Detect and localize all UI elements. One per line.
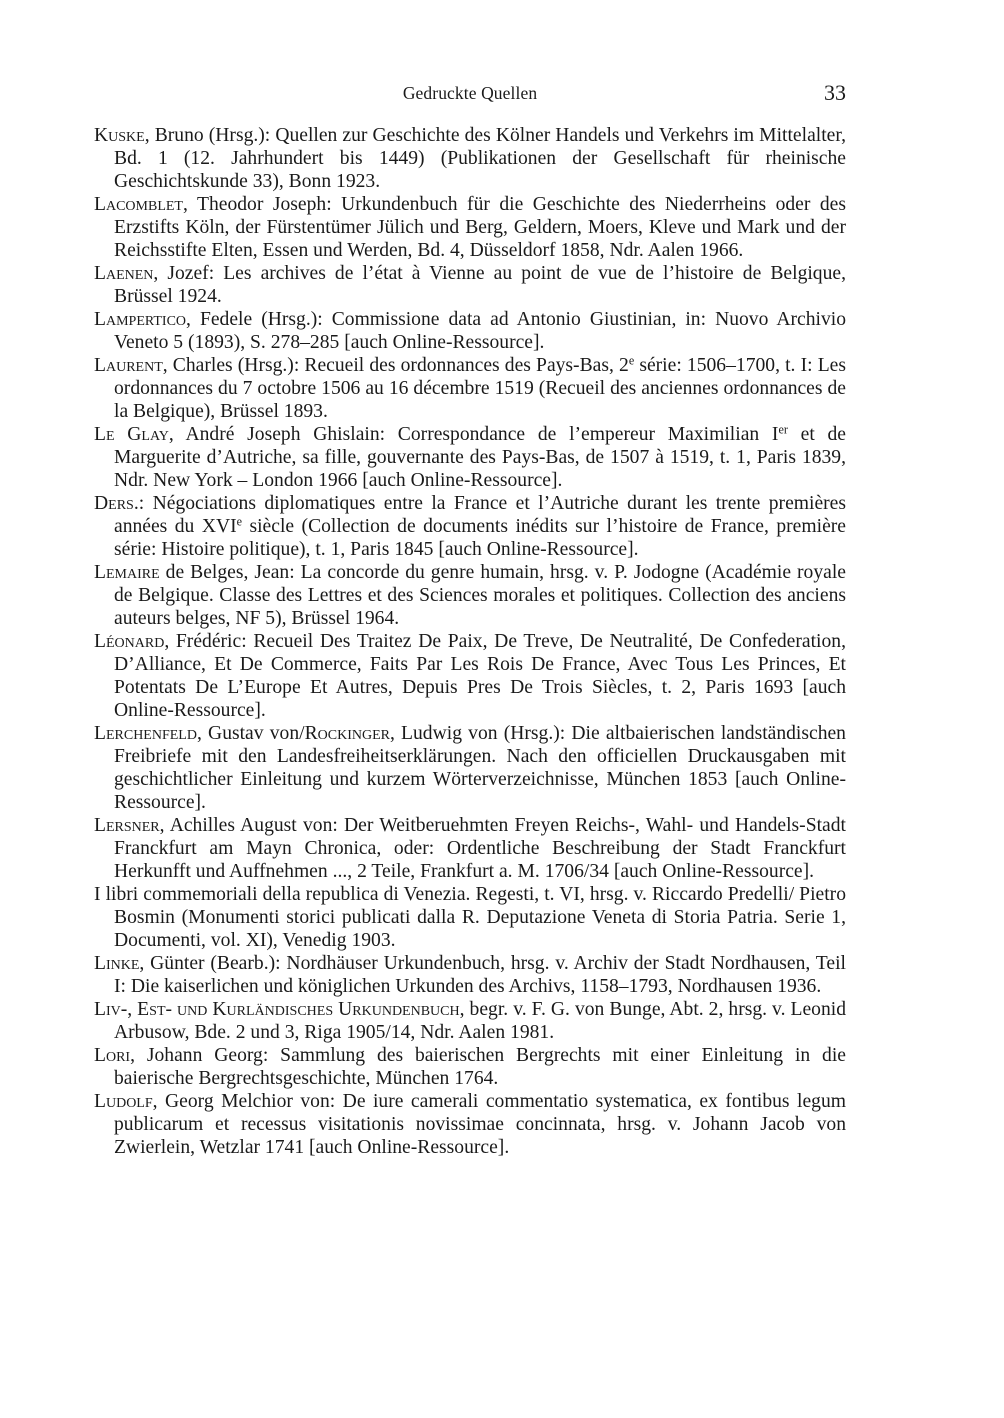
bibliography-list	[94, 124, 846, 1159]
entry-coauthor: Rockinger	[304, 723, 390, 744]
entry-author: Kuske	[94, 125, 145, 146]
entry-text: , Charles (Hrsg.): Recueil des ordonnances des Pays-Bas, 2	[162, 355, 629, 376]
entry-author: Laenen	[94, 263, 154, 284]
entry-author: Ders.	[94, 493, 139, 514]
entry-author: Lemaire	[94, 562, 160, 583]
entry-author: Léonard	[94, 631, 165, 652]
entry-text-cont: et de Marguerite d’Autriche, sa fille, gouvernante des Pays-Bas, de 1507 à 1519, t. 1, Paris 1839, Ndr. New York – London 1966 [auch Online-Ressource].	[114, 424, 846, 491]
entry-text: , Frédéric: Recueil Des Traitez De Paix, De Treve, De Neutralité, De Confederation, D’Alliance, Et De Commerce, Faits Par Les Rois De France, Avec Tous Les Princes, Et Potentats De L’Europe Et Autres, Depuis Pres De Trois Siècles, t. 2, Paris 1693 [auch Online-Ressource].	[114, 631, 846, 721]
entry-text: , Gustav von/	[196, 723, 305, 744]
entry-superscript: e	[628, 353, 635, 368]
entry-text: , Jozef: Les archives de l’état à Vienne au point de vue de l’histoire de Belgique, Brüssel 1924.	[114, 263, 846, 307]
running-head	[94, 80, 846, 106]
bibliography-entry	[94, 998, 846, 1044]
entry-text: , Günter (Bearb.): Nordhäuser Urkundenbuch, hrsg. v. Archiv der Stadt Nordhausen, Teil I: Die kaiserlichen und königlichen Urkunden des Archivs, 1158–1793, Nordhausen 1936.	[114, 953, 846, 997]
bibliography-entry	[94, 883, 846, 952]
entry-text: , Johann Georg: Sammlung des baierischen Bergrechts mit einer Einleitung in die baierische Bergrechtsgeschichte, München 1764.	[114, 1045, 846, 1089]
bibliography-entry	[94, 630, 846, 722]
entry-text: , Bruno (Hrsg.): Quellen zur Geschichte des Kölner Handels und Verkehrs im Mittelalter, Bd. 1 (12. Jahrhundert bis 1449) (Publikationen der Gesellschaft für rheinische Geschichtskunde 33), Bonn 1923.	[114, 125, 846, 192]
entry-text: de Belges, Jean: La concorde du genre humain, hrsg. v. P. Jodogne (Académie royale de Belgique. Classe des Lettres et des Sciences morales et politiques. Collection des anciens auteurs belges, NF 5), Brüssel 1964.	[114, 562, 846, 629]
bibliography-entry	[94, 354, 846, 423]
bibliography-entry	[94, 423, 846, 492]
bibliography-entry	[94, 308, 846, 354]
bibliography-entry	[94, 952, 846, 998]
entry-text: , Achilles August von: Der Weitberuehmten Freyen Reichs-, Wahl- und Handels-Stadt Franckfurt am Mayn Chronica, oder: Ordentliche Beschreibung der Stadt Franckfurt Herkunfft und Auffnehmen ..., 2 Teile, Frankfurt a. M. 1706/34 [auch Online-Ressource].	[114, 815, 846, 882]
running-title: Gedruckte Quellen	[402, 83, 538, 103]
entry-text: , André Joseph Ghislain: Correspondance de l’empereur Maximilian I	[168, 424, 779, 445]
entry-author: Lersner	[94, 815, 160, 836]
entry-author: Lampertico	[94, 309, 187, 330]
entry-text: I libri commemoriali della republica di Venezia. Regesti, t. VI, hrsg. v. Riccardo Predelli/ Pietro Bosmin (Monumenti storici publicati dalla R. Deputazione Veneta di Storia Patria. Serie 1, Documenti, vol. XI), Venedig 1903.	[94, 884, 846, 951]
entry-text-cont: , Ludwig von (Hrsg.): Die altbaierischen landständischen Freibriefe mit den Landesfreiheitserklärungen. Nach den officiellen Druckausgaben mit geschichtlicher Einleitung und kurzem Wörterverzeichnisse, München 1853 [auch Online-Ressource].	[114, 723, 846, 813]
entry-author: Liv-, Est- und Kurländisches Urkundenbuch	[94, 999, 460, 1020]
bibliography-entry	[94, 722, 846, 814]
entry-text: , Fedele (Hrsg.): Commissione data ad Antonio Giustinian, in: Nuovo Archivio Veneto 5 (1893), S. 278–285 [auch Online-Ressource].	[114, 309, 846, 353]
entry-author: Laurent	[94, 355, 163, 376]
entry-text: , Georg Melchior von: De iure camerali commentatio systematica, ex fontibus legum publicarum et recessus visitationis novissimae concinnata, hrsg. v. Johann Jacob von Zwierlein, Wetzlar 1741 [auch Online-Ressource].	[114, 1091, 846, 1158]
entry-text-cont: série: 1506–1700, t. I: Les ordonnances du 7 octobre 1506 au 16 décembre 1519 (Recueil des anciennes ordonnances de la Belgique), Brüssel 1893.	[114, 355, 846, 422]
entry-author: Ludolf	[94, 1091, 153, 1112]
bibliography-entry	[94, 193, 846, 262]
bibliography-entry	[94, 492, 846, 561]
entry-author: Lori	[94, 1045, 131, 1066]
entry-text-cont: siècle (Collection de documents inédits sur l’histoire de France, première série: Histoire politique), t. 1, Paris 1845 [auch Online-Ressource].	[114, 516, 846, 560]
bibliography-entry	[94, 814, 846, 883]
entry-text: , Theodor Joseph: Urkundenbuch für die Geschichte des Niederrheins oder des Erzstifts Köln, der Fürstentümer Jülich und Berg, Geldern, Moers, Kleve und Mark und der Reichsstifte Elten, Essen und Werden, Bd. 4, Düsseldorf 1858, Ndr. Aalen 1966.	[114, 194, 846, 261]
entry-text: , begr. v. F. G. von Bunge, Abt. 2, hrsg. v. Leonid Arbusow, Bde. 2 und 3, Riga 1905/14, Ndr. Aalen 1981.	[114, 999, 846, 1043]
entry-author: Lacomblet	[94, 194, 183, 215]
entry-text: : Négociations diplomatiques entre la France et l’Autriche durant les trente premières années du XVI	[114, 493, 846, 537]
entry-author: Lerchenfeld	[94, 723, 197, 744]
bibliography-entry	[94, 1044, 846, 1090]
entry-superscript: e	[236, 514, 243, 529]
entry-superscript: er	[778, 422, 788, 437]
bibliography-entry	[94, 262, 846, 308]
bibliography-entry	[94, 561, 846, 630]
bibliography-entry	[94, 1090, 846, 1159]
entry-author: Linke	[94, 953, 140, 974]
bibliography-entry	[94, 124, 846, 193]
page-number: 33	[824, 80, 846, 105]
entry-author: Le Glay	[94, 424, 169, 445]
